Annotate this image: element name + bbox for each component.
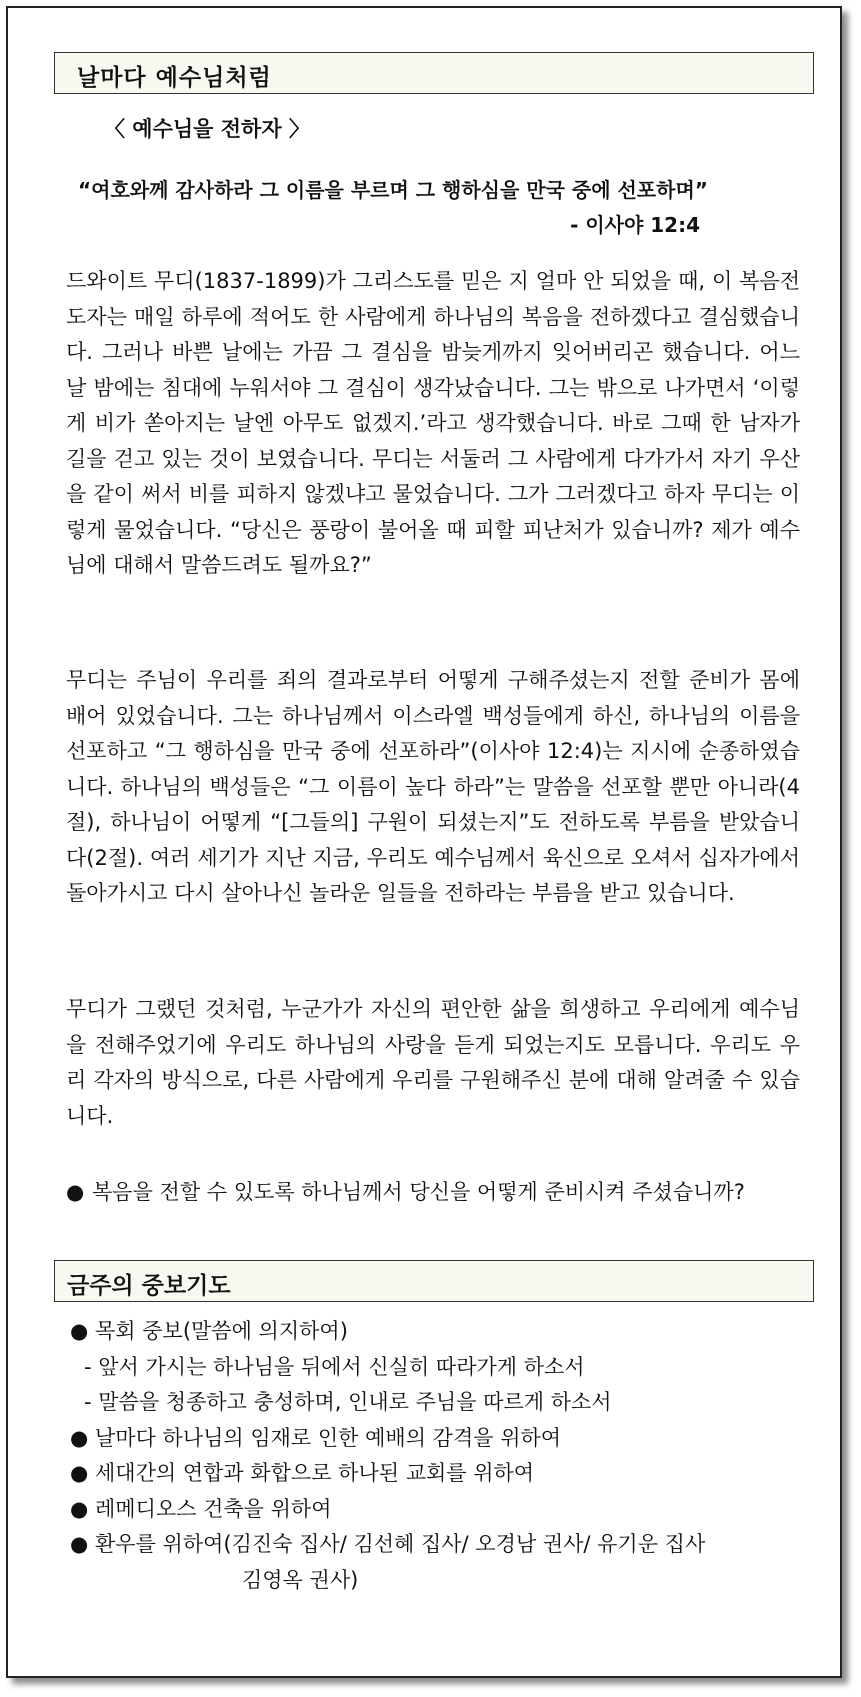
prayer-list [70,1314,810,1598]
list-item: ● 목회 중보(말씀에 의지하여) [70,1319,348,1343]
list-item: - 앞서 가시는 하나님을 뒤에서 신실히 따라가게 하소서 [84,1354,585,1379]
prayer-header-box [54,1260,814,1302]
page-sheet [6,6,842,1678]
reflection-text: 복음을 전할 수 있도록 하나님께서 당신을 어떻게 준비시켜 주셨습니까? [92,1180,745,1204]
list-item: ● 환우를 위하여(김진숙 집사/ 김선혜 집사/ 오경남 권사/ 유기운 집사 [70,1532,706,1556]
page-title: 날마다 예수님처럼 [77,65,272,91]
header-box [54,52,814,94]
verse-quote: “여호와께 감사하라 그 이름을 부르며 그 행하심을 만국 중에 선포하며” [78,178,708,202]
reflection-question [66,1175,800,1211]
prayer-title: 금주의 중보기도 [67,1273,231,1299]
list-item: 김영옥 권사) [242,1567,359,1592]
paragraph-1: 드와이트 무디(1837-1899)가 그리스도를 믿은 지 얼마 안 되었을 때, 이 복음전도자는 매일 하루에 적어도 한 사람에게 하나님의 복음을 전하겠다고 결심했습니다. 그러나 바쁜 날에는 가끔 그 결심을 밤늦게까지 잊어버리곤 했습니다. 어느 날 밤에는 침대에 누워서야 그 결심이 생각났습니다. 그는 밖으로 나가면서 ‘이렇게 비가 쏟아지는 날엔 아무도 없겠지.’라고 생각했습니다. 바로 그때 한 남자가 길을 걷고 있는 것이 보였습니다. 무디는 서둘러 그 사람에게 다가가서 자기 우산을 같이 써서 비를 피하지 않겠냐고 물었습니다. 그가 그러겠다고 하자 무디는 이렇게 물었습니다. “당신은 풍랑이 불어올 때 피할 피난처가 있습니까? 제가 예수님에 대해서 말씀드려도 될까요?” [66,269,800,577]
list-item: - 말씀을 청종하고 충성하며, 인내로 주님을 따르게 하소서 [84,1390,612,1414]
verse-reference: - 이사야 12:4 [570,213,700,237]
list-item: ● 날마다 하나님의 임재로 인한 예배의 감격을 위하여 [70,1425,562,1450]
paragraph-2: 무디는 주님이 우리를 죄의 결과로부터 어떻게 구해주셨는지 전할 준비가 몸에 배어 있었습니다. 그는 하나님께서 이스라엘 백성들에게 하신, 하나님의 이름을 선포하고 “그 행하심을 만국 중에 선포하라”(이사야 12:4)는 지시에 순종하였습니다. 하나님의 백성들은 “그 이름이 높다 하라”는 말씀을 선포할 뿐만 아니라(4절), 하나님이 어떻게 “[그들의] 구원이 되셨는지”도 전하도록 부름을 받았습니다(2절). 여러 세기가 지난 지금, 우리도 예수님께서 육신으로 오셔서 십자가에서 돌아가시고 다시 살아나신 놀라운 일들을 전하라는 부름을 받고 있습니다. [66,668,800,905]
paragraph-3: 무디가 그랬던 것처럼, 누군가가 자신의 편안한 삶을 희생하고 우리에게 예수님을 전해주었기에 우리도 하나님의 사랑을 듣게 되었는지도 모릅니다. 우리도 우리 각자의 방식으로, 다른 사람에게 우리를 구원해주신 분에 대해 알려줄 수 있습니다. [66,997,800,1128]
bullet-icon: ● [66,1180,85,1204]
subtitle: 〈 예수님을 전하자 〉 [104,117,310,141]
list-item: ● 레메디오스 건축을 위하여 [70,1496,332,1521]
list-item: ● 세대간의 연합과 화합으로 하나된 교회를 위하여 [70,1461,535,1485]
